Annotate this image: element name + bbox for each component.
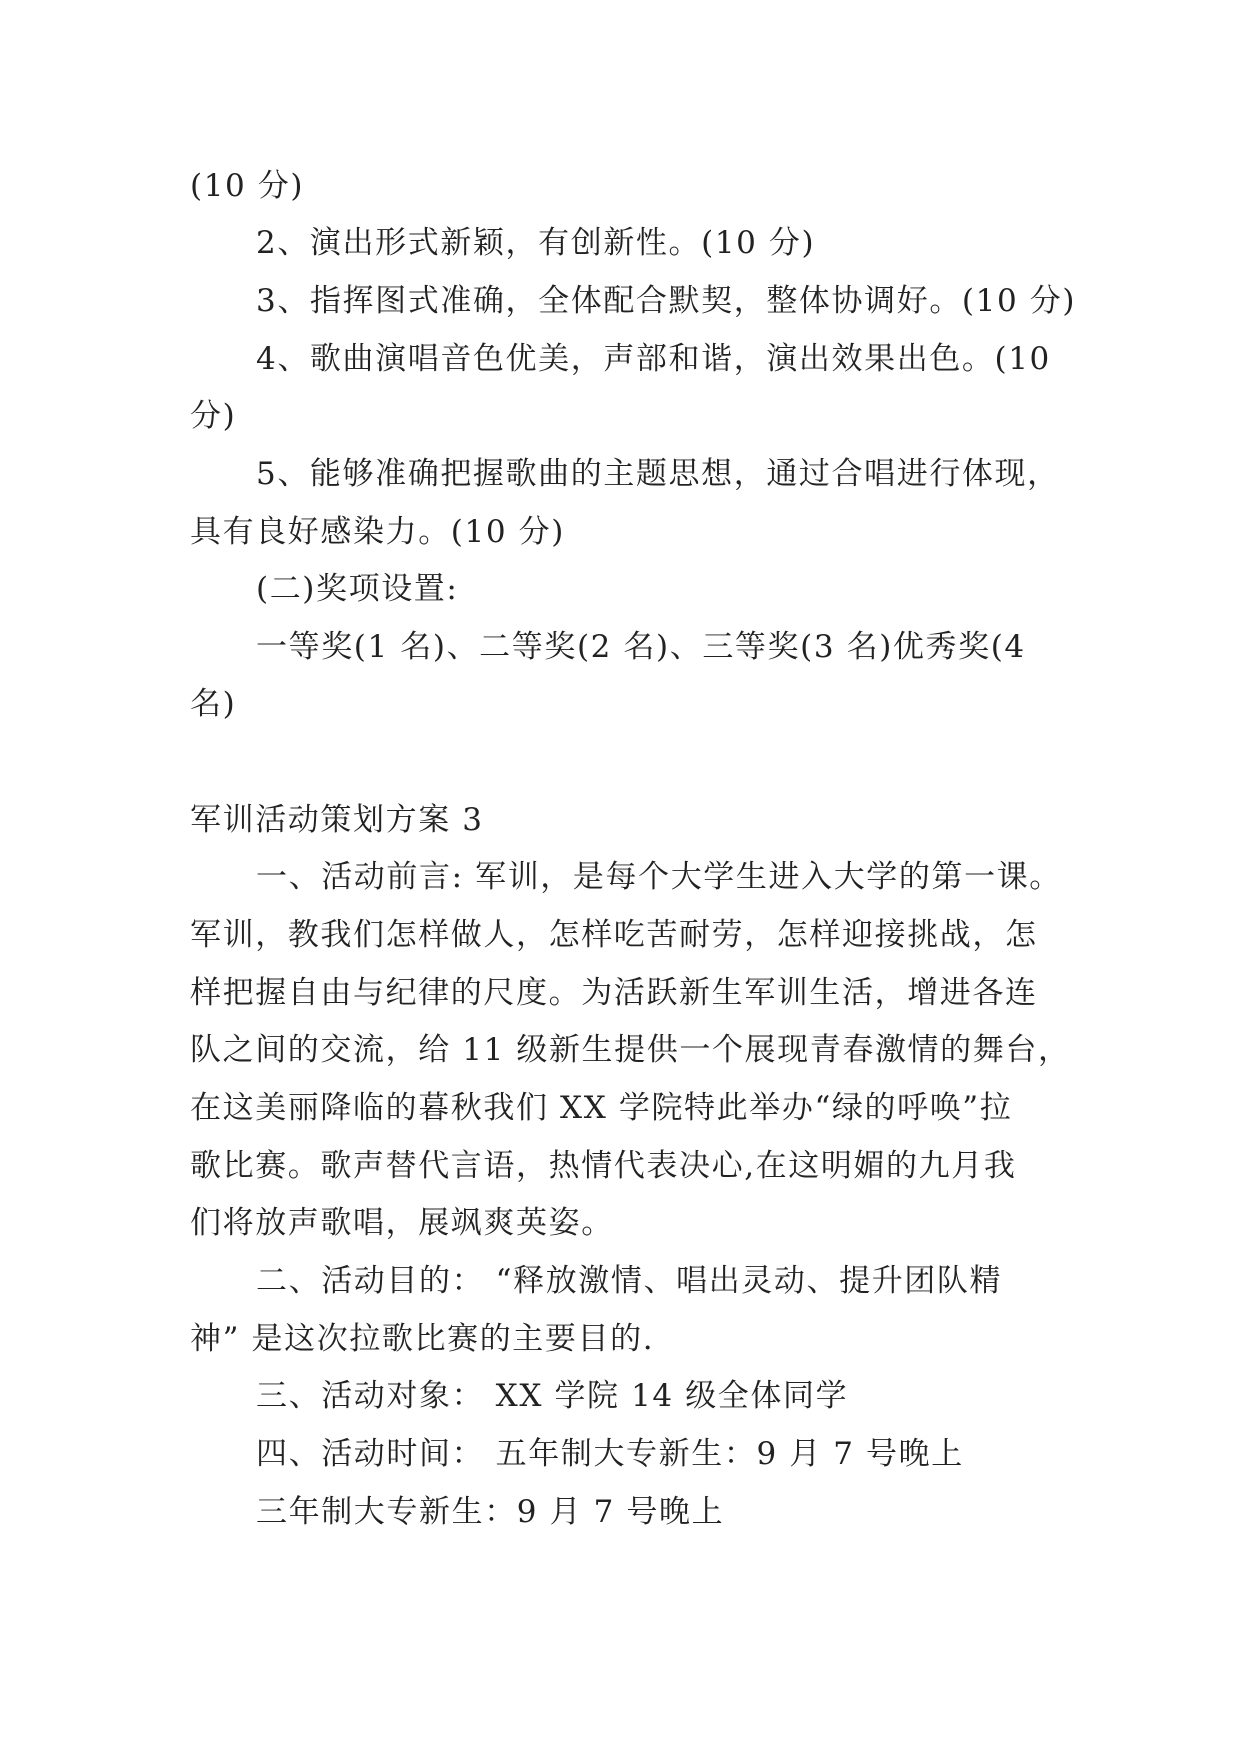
preface-line-2: 军训，教我们怎样做人，怎样吃苦耐劳，怎样迎接挑战，怎 (190, 917, 1038, 953)
score-line-1-cont: (10 分) (190, 168, 305, 204)
time-line-2: 三年制大专新生：9 月 7 号晚上 (256, 1494, 725, 1530)
score-line-5: 5、能够准确把握歌曲的主题思想，通过合唱进行体现， (256, 456, 1060, 492)
time-line-1: 四、活动时间： 五年制大专新生：9 月 7 号晚上 (256, 1436, 964, 1472)
preface-line-3: 样把握自由与纪律的尺度。为活跃新生军训生活，增进各连 (190, 975, 1038, 1011)
preface-line-6: 歌比赛。歌声替代言语，热情代表决心,在这明媚的九月我 (190, 1148, 1017, 1184)
section-title: 军训活动策划方案 3 (190, 802, 484, 838)
purpose-line-2: 神” 是这次拉歌比赛的主要目的. (190, 1321, 655, 1357)
awards-line: 一等奖(1 名)、二等奖(2 名)、三等奖(3 名)优秀奖(4 (256, 629, 1026, 665)
preface-line-4: 队之间的交流，给 11 级新生提供一个展现青春激情的舞台， (190, 1032, 1071, 1068)
audience-line: 三、活动对象： XX 学院 14 级全体同学 (256, 1378, 849, 1414)
score-line-2: 2、演出形式新颖，有创新性。(10 分) (256, 225, 816, 261)
score-line-4-cont: 分) (190, 398, 237, 434)
score-line-4: 4、歌曲演唱音色优美，声部和谐，演出效果出色。(10 (256, 341, 1051, 377)
preface-line-5: 在这美丽降临的暮秋我们 XX 学院特此举办“绿的呼唤”拉 (190, 1090, 1013, 1126)
preface-line-1: 一、活动前言: 军训，是每个大学生进入大学的第一课。 (256, 859, 1062, 895)
score-line-5-cont: 具有良好感染力。(10 分) (190, 514, 565, 550)
purpose-line-1: 二、活动目的： “释放激情、唱出灵动、提升团队精 (256, 1263, 1003, 1299)
awards-heading: (二)奖项设置: (256, 571, 459, 607)
score-line-3: 3、指挥图式准确，全体配合默契，整体协调好。(10 分) (256, 283, 1077, 319)
preface-line-7: 们将放声歌唱，展飒爽英姿。 (190, 1205, 614, 1241)
awards-line-cont: 名) (190, 686, 237, 722)
